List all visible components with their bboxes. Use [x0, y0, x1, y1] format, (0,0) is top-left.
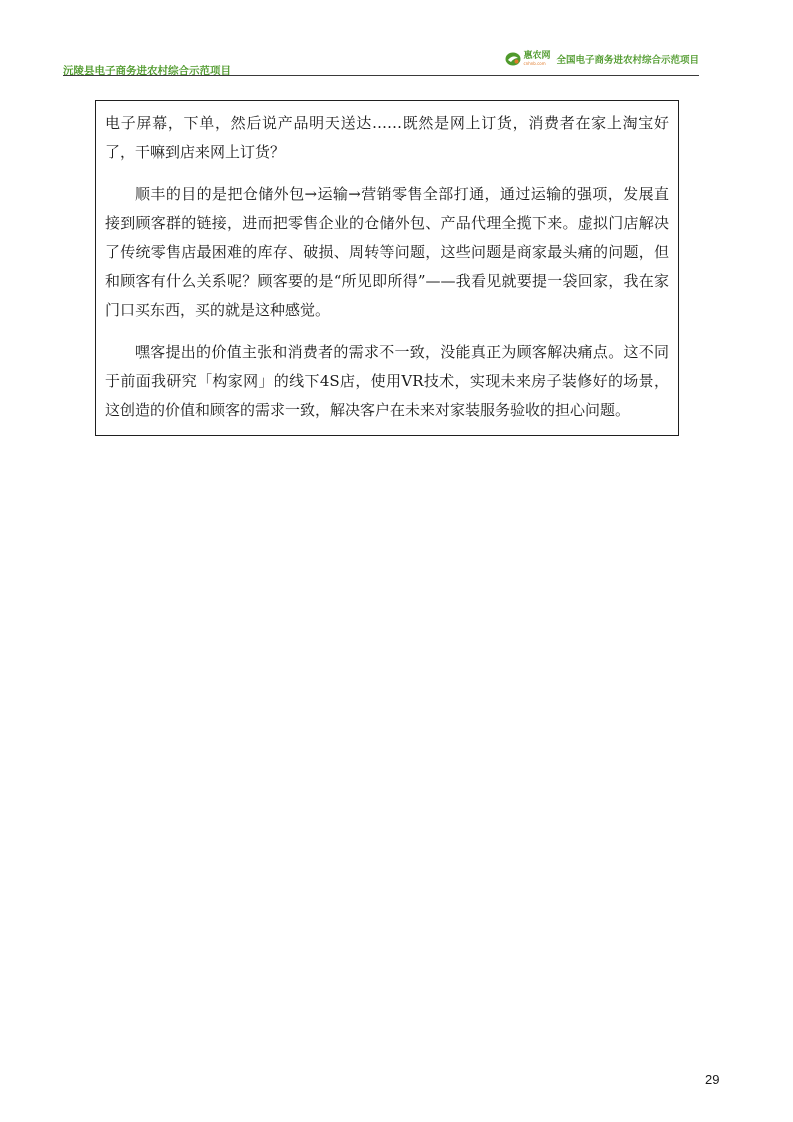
logo-sub-text: cnhnb.com: [523, 61, 546, 66]
paragraph-2: 顺丰的目的是把仓储外包→运输→营销零售全部打通，通过运输的强项，发展直接到顾客群的链接，进而把零售企业的仓储外包、产品代理全揽下来。虚拟门店解决了传统零售店最困难的库存、破损、周转等问题，这些问题是商家最头痛的问题，但和顾客有什么关系呢？顾客要的是“所见即所得”——我看见就要提一袋回家，我在家门口买东西，买的就是这种感觉。: [105, 185, 669, 319]
paragraph-3: 嘿客提出的价值主张和消费者的需求不一致，没能真正为顾客解决痛点。这不同于前面我研究「构家网」的线下4S店，使用VR技术，实现未来房子装修好的场景，这创造的价值和顾客的需求一致，解决客户在未来对家装服务验收的担心问题。: [105, 343, 669, 419]
page-number: 29: [705, 1072, 720, 1087]
header-divider: [63, 75, 699, 76]
paragraph-1: 电子屏幕，下单，然后说产品明天送达……既然是网上订货，消费者在家上淘宝好了，干嘛到店来网上订货？: [105, 114, 669, 161]
header-left-title: 沅陵县电子商务进农村综合示范项目: [63, 65, 231, 77]
content-text-box: [95, 100, 679, 436]
brand-logo: [505, 52, 550, 66]
leaf-logo-icon: [505, 52, 521, 66]
page-header: [63, 0, 699, 76]
header-right-title: 全国电子商务进农村综合示范项目: [556, 55, 699, 66]
logo-name: 惠农网: [523, 51, 551, 61]
header-right-group: [505, 52, 699, 66]
